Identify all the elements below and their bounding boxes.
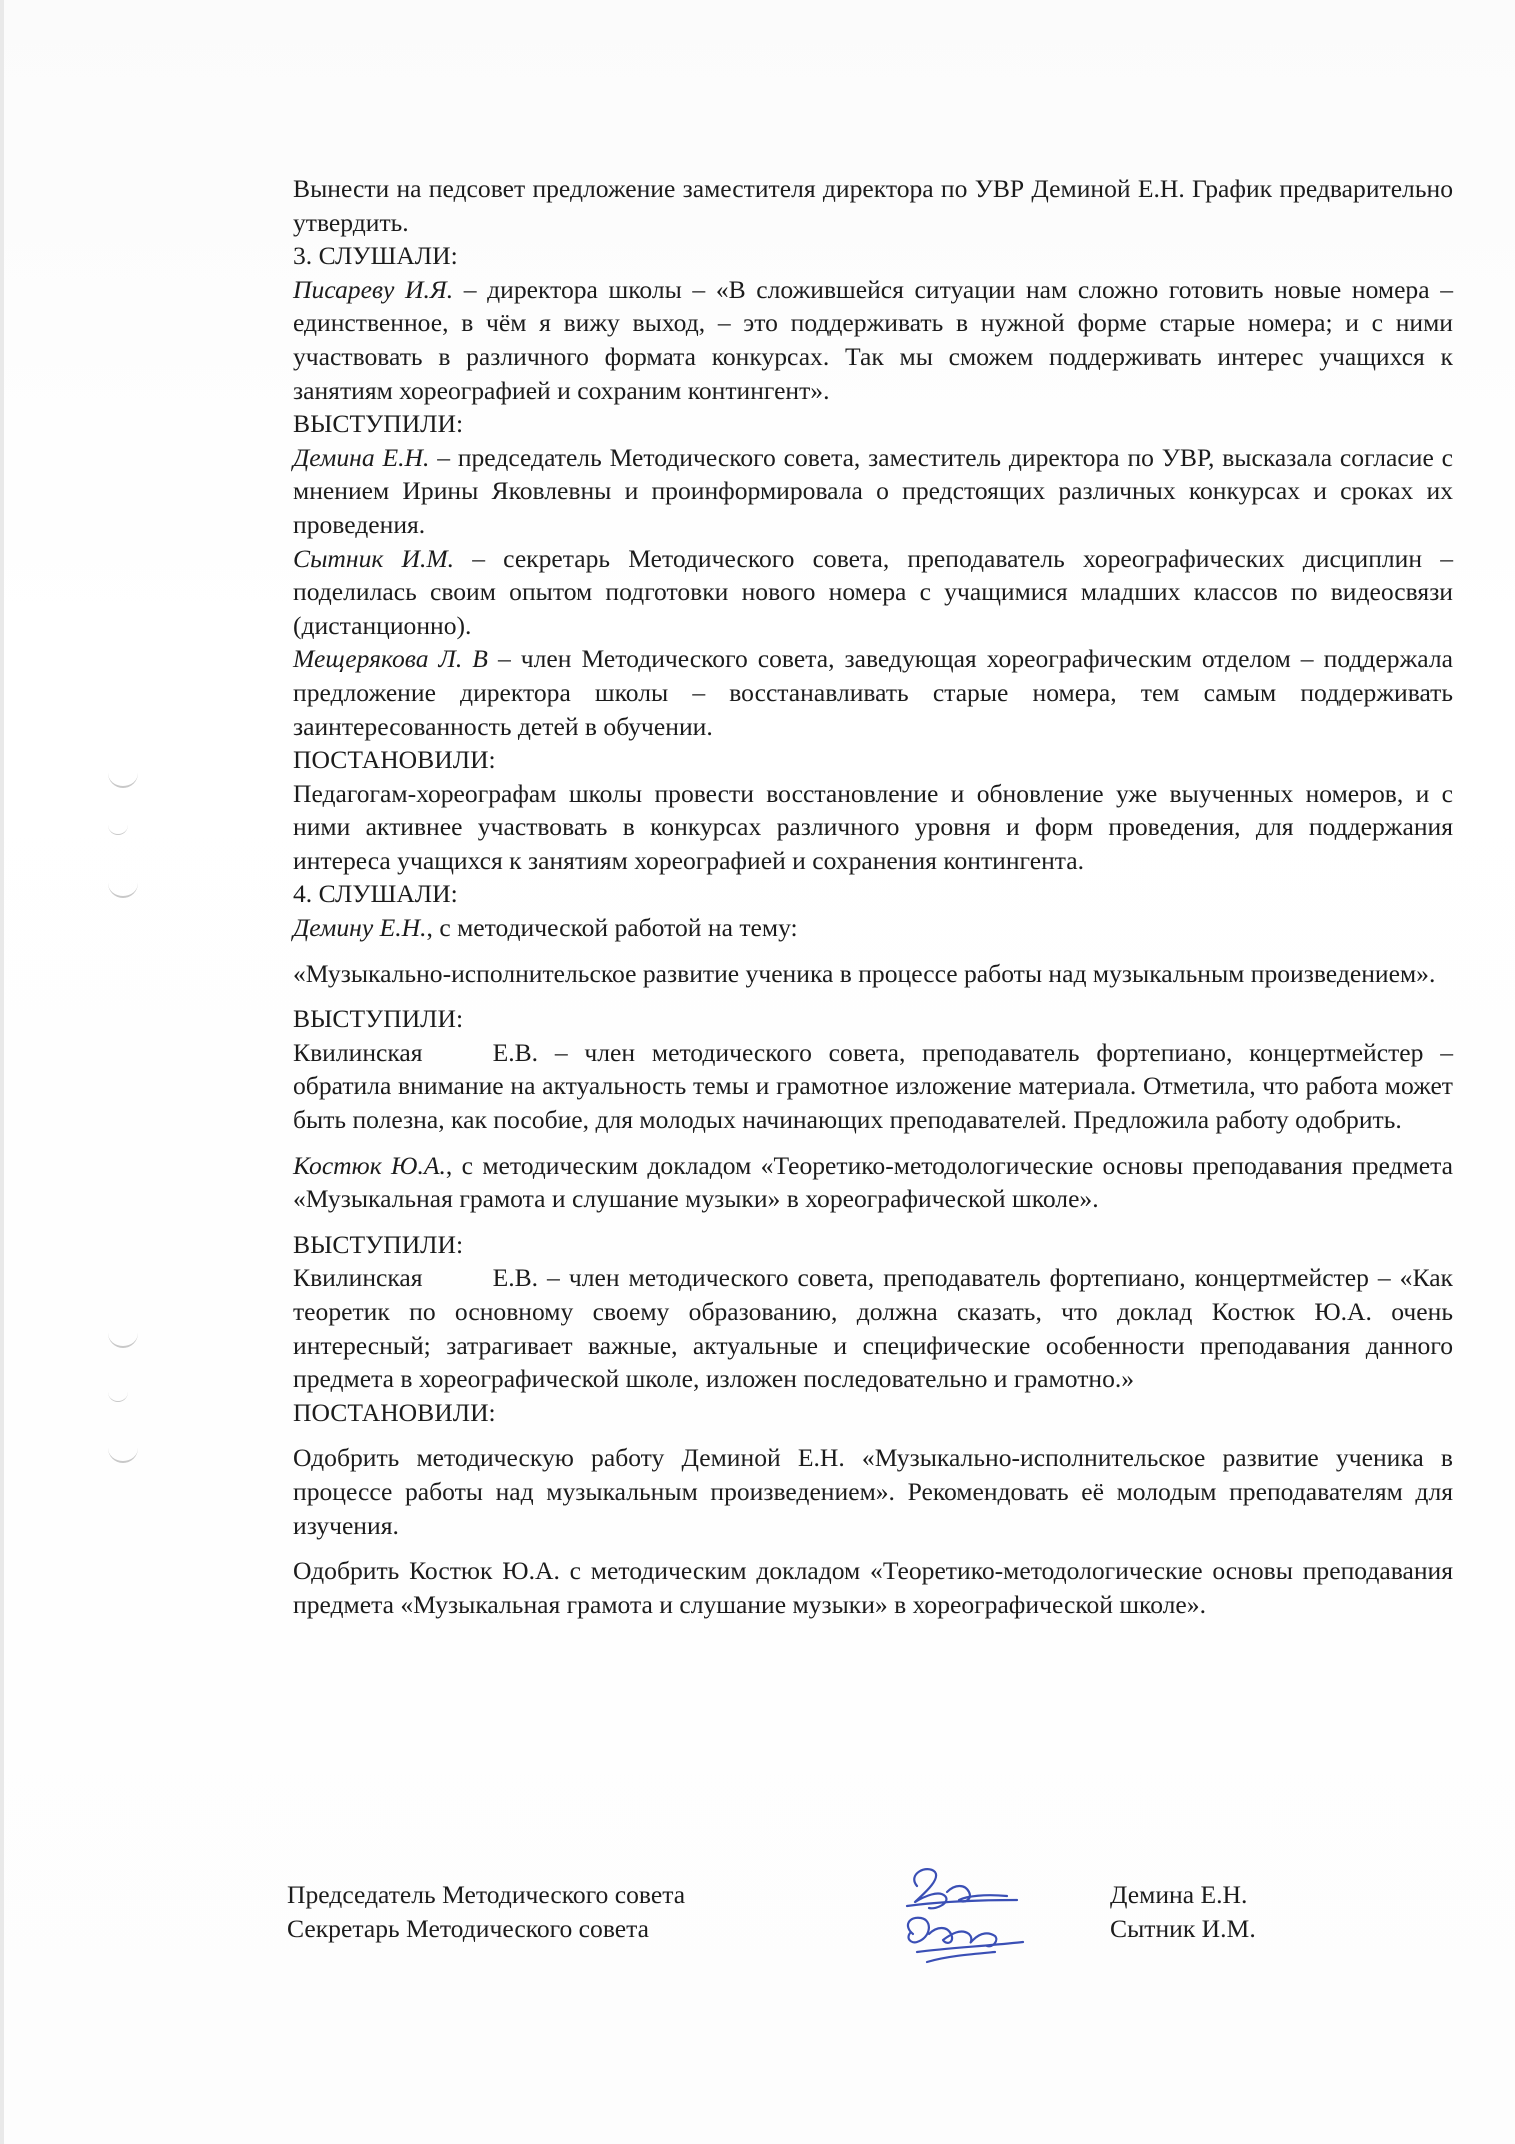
- paragraph-text: – председатель Методического совета, заместитель директора по УВР, высказала согласие с мнением Ирины Яковлевны и проинформировала о предстоящих различных конкурсах и сроках их проведения.: [293, 442, 1453, 539]
- section-heading: 3. СЛУШАЛИ:: [293, 241, 458, 271]
- speaker-name: Демина Е.Н.: [293, 442, 430, 472]
- paragraph-text: , с методической работой на тему:: [426, 913, 798, 943]
- signature-names: [1110, 1878, 1256, 1945]
- secretary-name: Сытник И.М.: [1110, 1913, 1256, 1943]
- section-heading: ПОСТАНОВИЛИ:: [293, 1397, 496, 1427]
- paragraph: [293, 1149, 1453, 1216]
- paragraph-gap: [293, 945, 1453, 957]
- speaker-name: Квилинская: [293, 1037, 423, 1067]
- punch-hole-mark: [108, 818, 128, 835]
- signature-block: [287, 1878, 1297, 1968]
- page-edge: [0, 0, 4, 2144]
- paragraph: [293, 441, 1453, 542]
- punch-hole-mark: [108, 1330, 138, 1348]
- paragraph: [293, 1261, 1453, 1395]
- speaker-name: Демину Е.Н.: [293, 913, 427, 943]
- paragraph: [293, 1554, 1453, 1621]
- chair-title: Председатель Методического совета: [287, 1880, 686, 1909]
- section-heading: ВЫСТУПИЛИ:: [293, 1004, 464, 1034]
- paragraph: [293, 911, 1453, 945]
- paragraph-text: Е.В. – член методического совета, преподаватель фортепиано, концертмейстер – «Как теоретик по основному своему образованию, должна сказать, что доклад Костюк Ю.А. очень интересный; затрагивает важные, актуальные и специфические особенности преподавания данного предмета в хореографической школе, изложен последовательно и грамотно.»: [293, 1263, 1453, 1394]
- secretary-title: Секретарь Методического совета: [287, 1913, 649, 1943]
- paragraph-text: Одобрить методическую работу Деминой Е.Н. «Музыкально-исполнительское развитие ученика в процессе работы над музыкальным произведением». Рекомендовать её молодым преподавателям для изучения.: [293, 1443, 1453, 1540]
- paragraph-text: – секретарь Методического совета, преподаватель хореографических дисциплин – поделилась своим опытом подготовки нового номера с учащимися младших классов по видеосвязи (дистанционно).: [293, 543, 1454, 640]
- paragraph-gap: [293, 990, 1453, 1002]
- handwritten-signatures: [877, 1856, 1037, 1976]
- paragraph-gap: [293, 1542, 1453, 1554]
- speaker-name: Мещерякова Л. В: [293, 644, 488, 674]
- paragraph: [293, 542, 1453, 643]
- document-body: [293, 172, 1453, 1621]
- paragraph: [293, 172, 1453, 239]
- punch-hole-mark: [108, 770, 138, 788]
- section-heading: ВЫСТУПИЛИ:: [293, 1229, 464, 1259]
- section-heading: ВЫСТУПИЛИ:: [293, 409, 464, 439]
- punch-hole-mark: [108, 880, 138, 898]
- paragraph-gap: [293, 1137, 1453, 1149]
- paragraph-text: Е.В. – член методического совета, преподаватель фортепиано, концертмейстер – обратила внимание на актуальность темы и грамотное изложение материала. Отметила, что работа может быть полезна, как пособие, для молодых начинающих преподавателей. Предложила работу одобрить.: [293, 1037, 1453, 1135]
- paragraph: [293, 1036, 1453, 1137]
- speaker-name: Костюк Ю.А.: [293, 1150, 446, 1180]
- paragraph-text: Вынести на педсовет предложение заместителя директора по УВР Деминой Е.Н. График предварительно утвердить.: [293, 174, 1453, 237]
- signature-titles: [287, 1878, 685, 1945]
- paragraph: [293, 957, 1453, 991]
- paragraph-gap: [293, 1429, 1453, 1441]
- paragraph-text: Одобрить Костюк Ю.А. с методическим докладом «Теоретико-методологические основы преподавания предмета «Музыкальная грамота и слушание музыки» в хореографической школе».: [293, 1556, 1453, 1619]
- chair-name: Демина Е.Н.: [1110, 1880, 1248, 1909]
- speaker-name: Сытник И.М.: [293, 543, 455, 573]
- section-heading: 4. СЛУШАЛИ:: [293, 879, 458, 909]
- paragraph-text: – член Методического совета, заведующая хореографическим отделом – поддержала предложение директора школы – восстанавливать старые номера, тем самым поддерживать заинтересованность детей в обучении.: [293, 644, 1453, 741]
- section-heading: ПОСТАНОВИЛИ:: [293, 745, 496, 775]
- punch-hole-mark: [108, 1445, 138, 1463]
- speaker-name: Писареву И.Я.: [293, 274, 454, 304]
- paragraph: [293, 777, 1453, 878]
- paragraph-gap: [293, 1216, 1453, 1228]
- speaker-name: Квилинская: [293, 1263, 423, 1293]
- paragraph: [293, 273, 1453, 407]
- paragraph-text: «Музыкально-исполнительское развитие ученика в процессе работы над музыкальным произведением».: [293, 958, 1436, 988]
- paragraph-text: – директора школы – «В сложившейся ситуации нам сложно готовить новые номера – единственное, в чём я вижу выход, – это поддерживать в нужной форме старые номера; и с ними участвовать в различного формата конкурсах. Так мы сможем поддерживать интерес учащихся к занятиям хореографией и сохраним контингент».: [293, 274, 1453, 405]
- paragraph-text: Педагогам-хореографам школы провести восстановление и обновление уже выученных номеров, и с ними активнее участвовать в конкурсах различного уровня и форм проведения, для поддержания интереса учащихся к занятиям хореографией и сохранения контингента.: [293, 778, 1453, 875]
- paragraph: [293, 1441, 1453, 1542]
- punch-hole-mark: [108, 1385, 128, 1402]
- paragraph: [293, 642, 1453, 743]
- paragraph-text: , с методическим докладом «Теоретико-методологические основы преподавания предмета «Музыкальная грамота и слушание музыки» в хореографической школе».: [293, 1150, 1453, 1214]
